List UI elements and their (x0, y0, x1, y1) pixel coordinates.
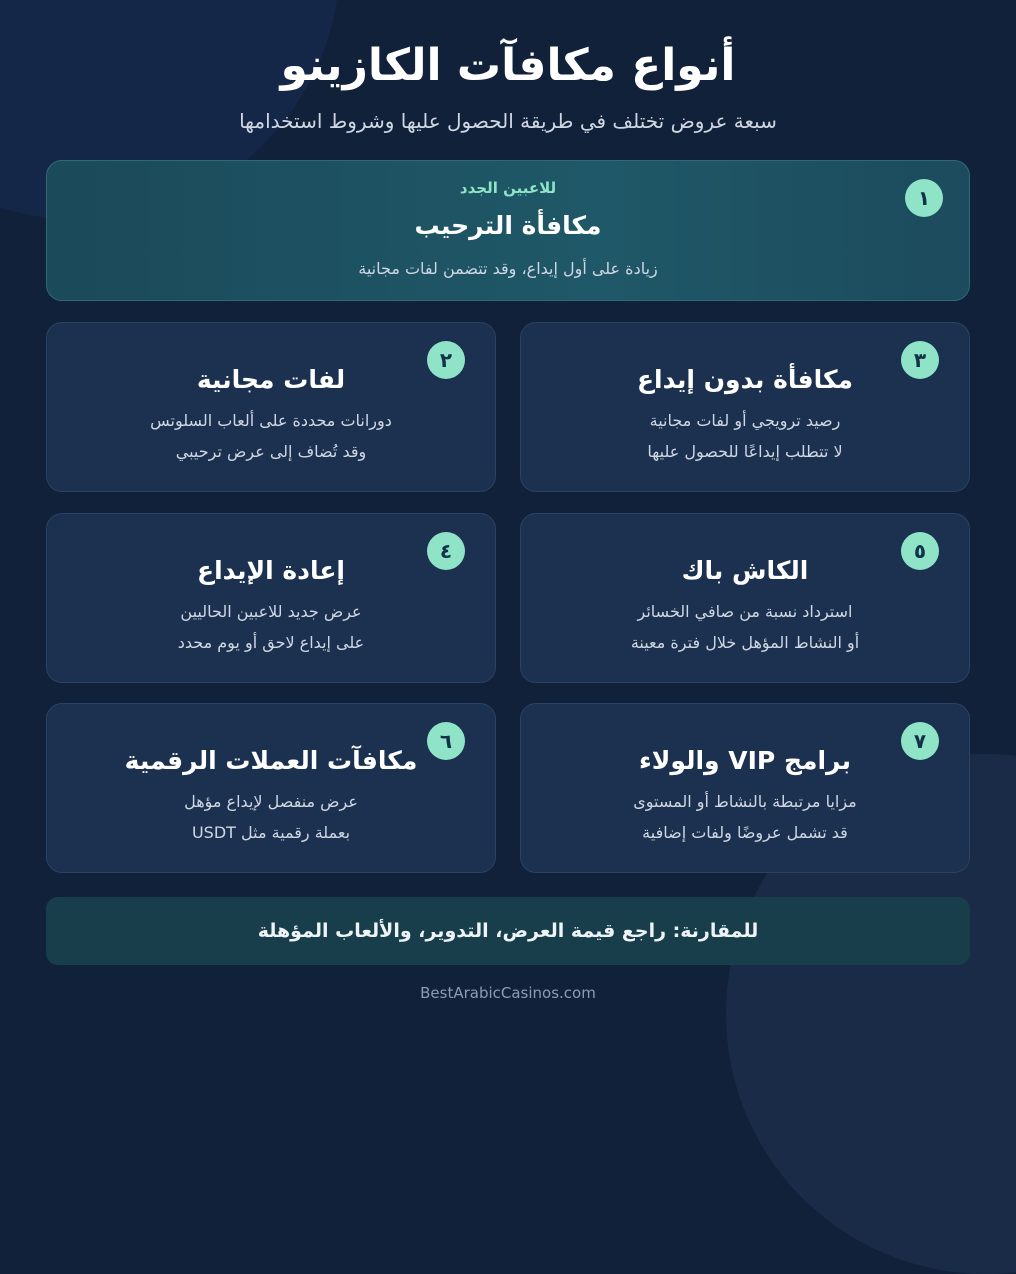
card-description (521, 405, 969, 467)
card-free-spins (46, 322, 496, 492)
card-title: برامج VIP والولاء (639, 746, 851, 775)
card-crypto-bonus (46, 703, 496, 873)
card-description-line: دورانات محددة على ألعاب السلوتس (150, 411, 392, 430)
card-title: الكاش باك (681, 556, 809, 585)
card-welcome-bonus (46, 160, 970, 301)
card-description (521, 596, 969, 658)
card-title: إعادة الإيداع (197, 556, 345, 585)
page-title: أنواع مكافآت الكازينو (280, 40, 736, 91)
number-badge: ٥ (901, 532, 939, 570)
number-badge: ٣ (901, 341, 939, 379)
card-no-deposit-bonus (520, 322, 970, 492)
card-title: مكافأة الترحيب (414, 211, 602, 240)
card-description-line: رصيد ترويجي أو لفات مجانية (649, 411, 841, 430)
card-description-line: استرداد نسبة من صافي الخسائر (637, 602, 853, 621)
card-description: زيادة على أول إيداع، وقد تتضمن لفات مجانية (358, 259, 658, 278)
card-description-line: أو النشاط المؤهل خلال فترة معينة (630, 633, 860, 652)
card-title: مكافآت العملات الرقمية (124, 746, 418, 775)
card-description-line: عرض منفصل لإيداع مؤهل (184, 792, 358, 811)
card-description (47, 786, 495, 848)
card-description-line: عرض جديد للاعبين الحاليين (180, 602, 362, 621)
number-badge: ٤ (427, 532, 465, 570)
card-vip-loyalty (520, 703, 970, 873)
card-title: لفات مجانية (196, 365, 346, 394)
card-description-line: لا تتطلب إيداعًا للحصول عليها (647, 442, 843, 461)
number-badge: ٦ (427, 722, 465, 760)
card-tag: للاعبين الجدد (459, 179, 557, 197)
page-subtitle: سبعة عروض تختلف في طريقة الحصول عليها وشروط استخدامها (239, 109, 777, 133)
card-description-line: قد تشمل عروضًا ولفات إضافية (642, 823, 848, 842)
card-description (521, 786, 969, 848)
card-description-line: مزايا مرتبطة بالنشاط أو المستوى (633, 792, 857, 811)
card-reload-bonus (46, 513, 496, 683)
card-description-line: وقد تُضاف إلى عرض ترحيبي (175, 442, 367, 461)
site-name: BestArabicCasinos.com (420, 984, 596, 1002)
card-cashback (520, 513, 970, 683)
number-badge: ١ (905, 179, 943, 217)
card-description (47, 596, 495, 658)
number-badge: ٧ (901, 722, 939, 760)
card-description-line: على إيداع لاحق أو يوم محدد (177, 633, 365, 652)
comparison-note: للمقارنة: راجع قيمة العرض، التدوير، والألعاب المؤهلة (46, 897, 970, 965)
number-badge: ٢ (427, 341, 465, 379)
card-description (47, 405, 495, 467)
card-title: مكافأة بدون إيداع (636, 365, 854, 394)
card-description-line: بعملة رقمية مثل USDT (191, 823, 351, 842)
